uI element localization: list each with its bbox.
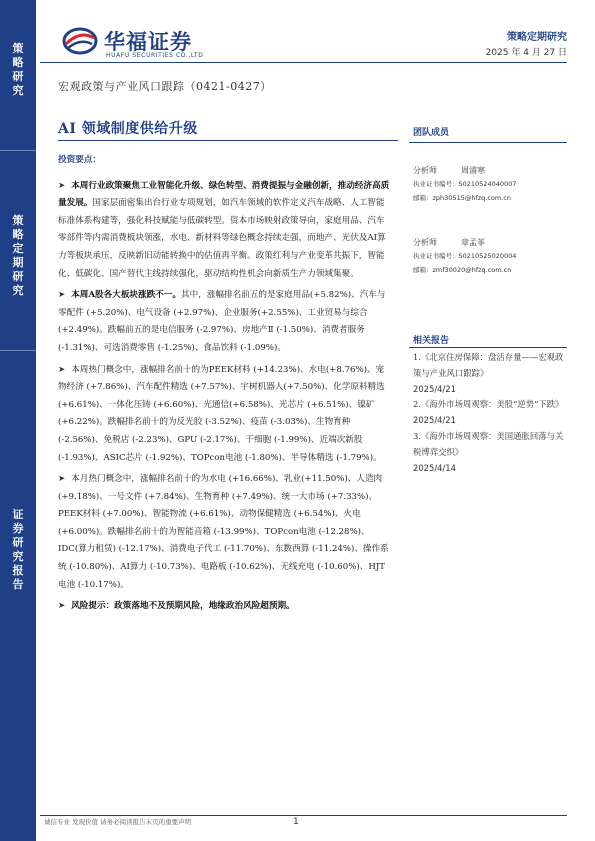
sidebar-label-strategy: 策略研究 [12,42,24,97]
series-title: 宏观政策与产业风口跟踪（0421-0427） [58,80,272,93]
analyst-email[interactable]: zmf30020@hfzq.com.cn [432,266,512,274]
related-report-date: 2025/4/14 [413,462,456,473]
footer-disclaimer: 诚信专业 发现价值 请务必阅读报告末页的重要声明 [44,818,192,826]
brand-name: 华福证券 [104,30,192,54]
bullet-arrow-icon: ➤ [58,180,66,191]
related-report-date: 2025/4/21 [413,415,456,426]
bullet-arrow-icon: ➤ [58,474,66,485]
key-point-paragraph: ➤ 本周行业政策聚焦工业智能化升级、绿色转型、消费提振与金融创新，推动经济高质量发展。国家层面密集出台行业专项规划，如汽车领域的软件定义汽车战略、人工智能标准体系构建等，强化科技赋能与低碳转型。资本市场映射政策导向，家庭用品、汽车零部件等内需消费板块领涨，水电、新材料等绿色概念持续走强，而地产、光伏及AI算力等板块承压，反映新旧动能转换中的估值再平衡。政策红利与产业变革共振下，智能化、低碳化、国产替代主线持续强化，驱动结构性机会向新质生产力领域集聚。 [58,180,390,279]
analyst-email[interactable]: zph30515@hfzq.com.cn [432,194,511,202]
sidebar-divider [0,150,36,151]
report-date: 2025 年 4 月 27 日 [485,48,567,58]
analyst-card: 分析师 周浦寒 执业证书编号：S0210524040007 邮箱：zph30515@hfzq.com.cn [413,166,517,202]
analyst-name: 周浦寒 [461,166,485,175]
team-title: 团队成员 [413,128,450,138]
key-point-paragraph: ➤ 本周A股各大板块涨跌不一。其中，涨幅排名前五的是家庭用品(+5.82%)、汽车与零配件 (+5.20%)、电气设备 (+2.97%)、企业服务(+2.55%)、工业贸易与综合 (+2.49%)。跌幅前五的是电信服务 (-2.97%)、房地产Ⅱ (-1.50%)、消费者服务 (-1.31%)、可选消费零售 (-1.25%)、食品饮料 (-1.09%)。 [58,290,386,353]
sidebar-label-securities: 证券研究报告 [12,508,24,591]
header-divider [40,62,567,63]
related-reports-list [413,350,568,476]
brand-name-en: HUAFU SECURITIES CO.,LTD [106,52,204,59]
analyst-name: 章孟菲 [461,238,485,247]
page-number: 1 [293,817,299,827]
title-divider [58,140,398,141]
key-point-paragraph: ➤ 本周热门概念中，涨幅排名前十的为PEEK材料 (+14.23%)、水电(+8.76%)、宠物经济 (+7.86%)、汽车配件精选 (+7.57%)、宇树机器人(+7.50%)、化学原料精选 (+6.61%)、一体化压铸 (+6.60%)、光通信(+6.58%)、光芯片 (+6.51%)、镍矿 (+6.22%)。跌幅排名前十的为反光胶 (-3.52%)、疫苗 (-3.03%)、生物育种 (-2.56%)、免税店 (-2.23%)、GPU (-2.17%)、干细胞 (-1.99%)、近端次新股 (-1.93%)、ASIC芯片 (-1.92%)、TOPcon电池 (-1.80%)、半导体精选 (-1.79%)。 [58,364,385,463]
footer-divider [40,815,567,816]
related-divider [409,347,567,348]
related-report-title[interactable]: 2.《海外市场周观察：美股“逆势”下跌》 [413,399,564,410]
related-report-date: 2025/4/21 [413,383,456,394]
key-point-paragraph: ➤ 本月热门概念中，涨幅排名前十的为水电 (+16.66%)、乳业(+11.50%)、人造肉 (+9.18%)、一号文件 (+7.84%)、生物育种 (+7.49%)、统一大市场 (+7.33%)、PEEK材料 (+7.00%)、智能物流 (+6.61%)、动物保健精选 (+6.54%)、火电 (+6.00%)。跌幅排名前十的为智能音箱 (-13.99%)、TOPcon电池 (-12.28%)、IDC(算力租赁) (-12.17%)、消费电子代工 (-11.70%)、东数西算 (-11.24%)、操作系统 (-10.80%)、AI算力 (-10.73%)、电路板 (-10.62%)、无线充电 (-10.60%)、HJT电池 (-10.17%)。 [58,474,389,590]
page-title: AI 领域制度供给升级 [58,121,198,137]
related-report-title[interactable]: 1.《北京住房保障：盘活存量——宏观政策与产业风口跟踪》 [413,352,564,378]
sidebar-divider [0,350,36,351]
bullet-arrow-icon: ➤ [58,364,66,375]
analyst-card: 分析师 章孟菲 执业证书编号：S0210525020004 邮箱：zmf30020@hfzq.com.cn [413,238,517,274]
bullet-arrow-icon: ➤ [58,601,66,612]
logo-icon [62,26,98,56]
key-points-title: 投资要点： [58,155,101,165]
risk-warning: ➤ 风险提示：政策落地不及预期风险，地缘政治风险超预期。 [58,601,295,612]
report-type: 策略定期研究 [507,32,567,43]
sidebar-label-periodic: 策略定期研究 [12,214,24,297]
sidebar-strip [0,0,36,841]
bullet-arrow-icon: ➤ [58,290,66,301]
related-report-title[interactable]: 3.《海外市场周观察：美国通胀回落与关税博弈交织》 [413,430,564,457]
key-points [58,152,392,616]
team-divider [409,142,567,143]
related-reports-title: 相关报告 [413,336,450,346]
